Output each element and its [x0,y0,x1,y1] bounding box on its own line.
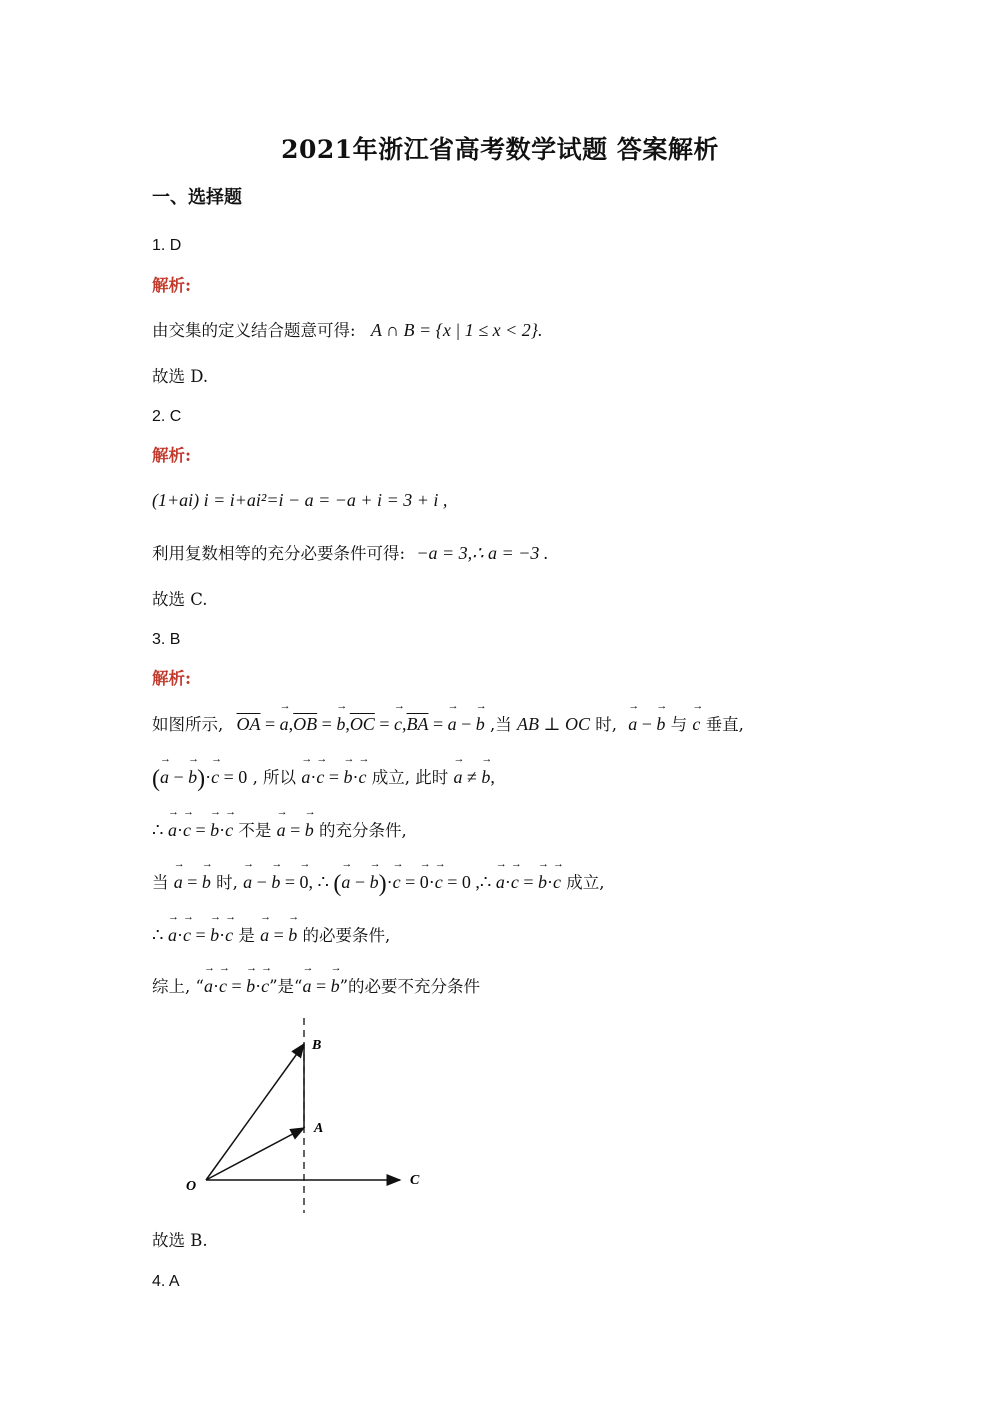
label-c: C [410,1173,420,1188]
q3-l2-text-b: 成立, 此时 [371,768,449,787]
q3-line-3: ∴ → a·→ c = → b·→ c 不是 → a = → b 的充分条件, [152,818,407,843]
q3-l1-text-a: 如图所示, [152,715,224,734]
q3-l1-text-d: 与 [670,715,688,734]
q3-l6-text-a: 综上, “ [152,977,204,996]
label-a: A [314,1121,324,1136]
q2-formula-1: (1+ai) i = i+ai²=i − a = −a + i = 3 + i , [152,490,448,510]
q3-line-1: 如图所示, $\overline{OA}$ = → $a,\overline{OB}$ = → $b,\overline{OC}$ = → $c,\overline{BA}$ = → a − → b ,当 AB ⊥ OC 时, → a − → b 与 → c 垂直, [152,712,744,737]
label-b: B [312,1038,322,1053]
q2-text: 利用复数相等的充分必要条件可得: [152,544,406,563]
q3-l1-text-b: ,当 [490,715,512,734]
vector-oa [206,1128,304,1180]
q2-analysis-label: 解析: [152,446,192,465]
q3-l6-text-c: ”的必要不充分条件 [339,977,481,996]
q3-l6-text-b: ”是“ [269,977,303,996]
q4-answer: 4. A [152,1273,180,1290]
q3-l1-text-c: 时, [595,715,617,734]
q3-l2-text-a: , 所以 [252,768,297,787]
q3-choose: 故选 B. [152,1231,208,1250]
page-title: 2021年浙江省高考数学试题 答案解析 [281,135,719,164]
vector-ob [206,1044,304,1180]
q3-line-4: 当 → a = → b 时, → a − → b = → 0, ∴ (→ a − → b)·→ c = → 0·→ c = 0 ,∴ → a·→ c = → b·→ c 成立, [152,870,605,896]
vector-figure [170,1018,440,1218]
q1-choose: 故选 D. [152,367,209,386]
q1-answer: 1. D [152,237,182,254]
q1-text: 由交集的定义结合题意可得: [152,321,356,340]
q3-l3-text-b: 的充分条件, [319,821,407,840]
q2-formula-2: −a = 3,∴ a = −3 . [416,543,549,563]
q2-explanation [152,541,548,566]
q3-answer: 3. B [152,631,181,648]
q3-l4-text-a: 当 [152,873,169,892]
q3-line-2: (→ a − → b)·→ c = 0 , 所以 → a·→ c = → b·→ c 成立, 此时 → a ≠ → b, [152,765,495,791]
label-o: O [186,1179,197,1194]
q3-l5-text-b: 的必要条件, [302,926,391,945]
q3-line-5: ∴ → a·→ c = → b·→ c 是 → a = → b 的必要条件, [152,923,390,948]
q2-answer: 2. C [152,408,182,425]
q3-l3-text-a: 不是 [238,821,272,840]
q1-explanation [152,318,542,343]
q3-l4-text-c: 成立, [566,873,605,892]
q1-formula: A ∩ B = {x | 1 ≤ x < 2}. [370,320,543,340]
q3-line-6: 综上, “→ a·→ c = → b·→ c”是“→ a = → b”的必要不充分条件 [152,974,480,999]
q1-analysis-label: 解析: [152,276,192,295]
q3-l5-text-a: 是 [238,926,255,945]
section-heading: 一、选择题 [152,187,242,208]
q3-l1-text-e: 垂直, [705,715,744,734]
q3-analysis-label: 解析: [152,669,192,688]
q3-l4-text-b: 时, [216,873,238,892]
q2-choose: 故选 C. [152,590,208,609]
